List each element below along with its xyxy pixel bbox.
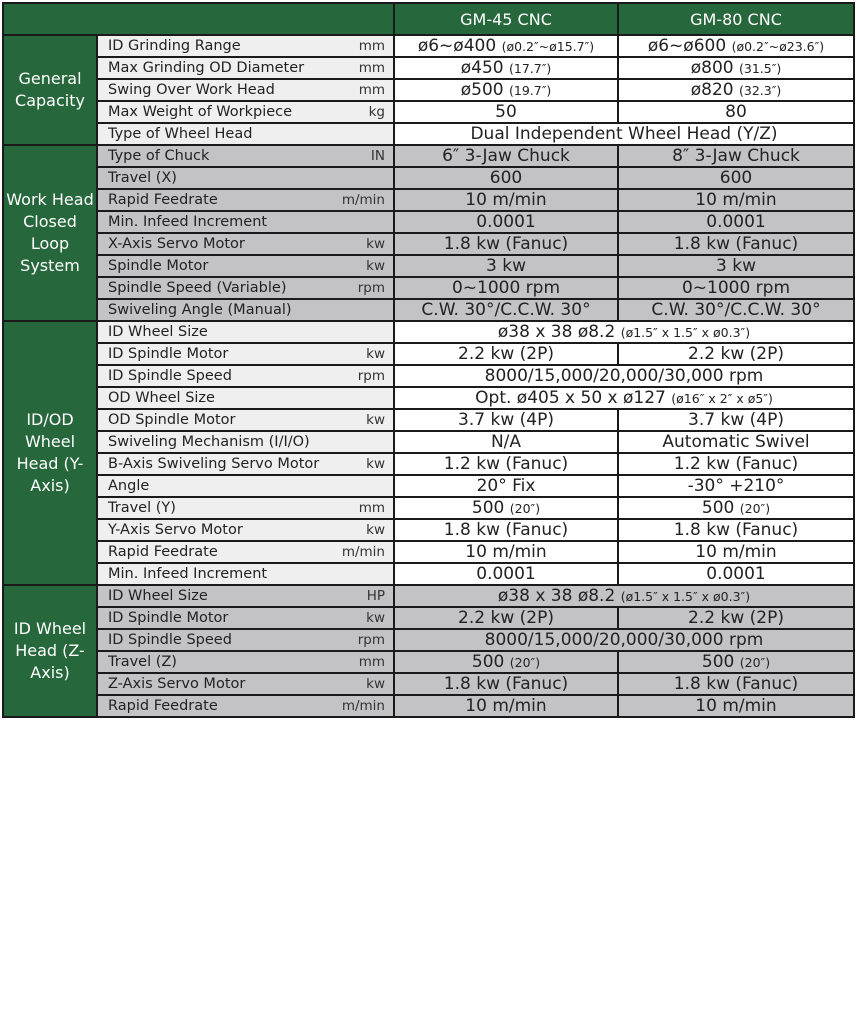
value-imperial: (20″) <box>739 655 771 670</box>
spec-unit: kw <box>366 456 385 472</box>
value-main: 2.2 kw (2P) <box>458 344 554 364</box>
value-main: 1.8 kw (Fanuc) <box>673 520 799 540</box>
spec-value-gm80 <box>618 145 854 167</box>
spec-unit: HP <box>366 588 385 604</box>
spec-value-gm80 <box>618 497 854 519</box>
spec-value-gm80 <box>618 101 854 123</box>
spec-value-gm45 <box>394 343 618 365</box>
value-main: C.W. 30°/C.C.W. 30° <box>651 300 821 320</box>
value-main: ø820 <box>690 80 734 100</box>
value-main: 0.0001 <box>476 564 536 584</box>
value-main: Opt. ø405 x 50 x ø127 <box>475 388 666 408</box>
value-main: ø6~ø400 <box>417 36 497 56</box>
spec-row <box>3 233 854 255</box>
spec-value-gm80 <box>618 343 854 365</box>
value-main: 3 kw <box>716 256 756 276</box>
spec-unit: kw <box>366 522 385 538</box>
spec-value-gm80 <box>618 519 854 541</box>
spec-label-cell <box>97 79 394 101</box>
value-main: Dual Independent Wheel Head (Y/Z) <box>470 124 778 144</box>
spec-unit: mm <box>358 654 385 670</box>
spec-label: Z-Axis Servo Motor <box>108 676 246 692</box>
value-main: 0~1000 rpm <box>451 278 561 298</box>
value-main: 3 kw <box>486 256 526 276</box>
spec-label-cell <box>97 409 394 431</box>
value-main: 10 m/min <box>695 696 777 716</box>
value-imperial: (ø1.5″ x 1.5″ x ø0.3″) <box>620 589 751 604</box>
spec-value-gm80 <box>618 563 854 585</box>
spec-label-cell <box>97 607 394 629</box>
spec-label-cell <box>97 475 394 497</box>
value-main: 0.0001 <box>706 212 766 232</box>
spec-label: Spindle Motor <box>108 258 209 274</box>
value-main: 0~1000 rpm <box>681 278 791 298</box>
spec-value-gm45 <box>394 431 618 453</box>
spec-label: Swing Over Work Head <box>108 82 275 98</box>
spec-value-gm45 <box>394 299 618 321</box>
spec-row <box>3 453 854 475</box>
header-blank <box>3 3 394 35</box>
spec-row <box>3 79 854 101</box>
spec-value-both <box>394 365 854 387</box>
spec-value-gm80 <box>618 35 854 57</box>
spec-label: Y-Axis Servo Motor <box>108 522 243 538</box>
spec-value-gm45 <box>394 101 618 123</box>
spec-value-gm80 <box>618 57 854 79</box>
spec-label: ID Spindle Speed <box>108 368 232 384</box>
spec-label: Type of Wheel Head <box>108 126 253 142</box>
spec-unit: mm <box>358 82 385 98</box>
spec-row <box>3 607 854 629</box>
spec-value-gm45 <box>394 497 618 519</box>
spec-row <box>3 519 854 541</box>
spec-label-cell <box>97 167 394 189</box>
spec-row <box>3 585 854 607</box>
spec-label-cell <box>97 387 394 409</box>
value-imperial: (ø0.2″~ø23.6″) <box>731 39 825 54</box>
spec-unit: rpm <box>357 280 385 296</box>
spec-label-cell <box>97 123 394 145</box>
value-main: 500 <box>701 652 735 672</box>
spec-label-cell <box>97 519 394 541</box>
spec-value-gm80 <box>618 233 854 255</box>
spec-label-cell <box>97 585 394 607</box>
spec-label: Max Weight of Workpiece <box>108 104 293 120</box>
spec-unit: kw <box>366 412 385 428</box>
spec-value-gm80 <box>618 409 854 431</box>
spec-label: Angle <box>108 478 150 494</box>
spec-row <box>3 35 854 57</box>
spec-label: B-Axis Swiveling Servo Motor <box>108 456 320 472</box>
spec-row <box>3 541 854 563</box>
spec-row <box>3 673 854 695</box>
spec-row <box>3 321 854 343</box>
spec-value-gm80 <box>618 541 854 563</box>
spec-row <box>3 101 854 123</box>
value-main: N/A <box>490 432 522 452</box>
model-header-gm80: GM-80 CNC <box>618 3 854 35</box>
spec-label: Max Grinding OD Diameter <box>108 60 305 76</box>
spec-label-cell <box>97 211 394 233</box>
spec-label-cell <box>97 365 394 387</box>
value-main: 10 m/min <box>465 696 547 716</box>
section-title: ID Wheel Head (Z-Axis) <box>3 585 97 717</box>
value-main: 1.8 kw (Fanuc) <box>673 674 799 694</box>
value-main: ø38 x 38 ø8.2 <box>497 586 616 606</box>
spec-label-cell <box>97 343 394 365</box>
spec-label-cell <box>97 651 394 673</box>
spec-label: Spindle Speed (Variable) <box>108 280 287 296</box>
model-header-gm45: GM-45 CNC <box>394 3 618 35</box>
spec-label: ID Wheel Size <box>108 588 208 604</box>
spec-value-gm45 <box>394 57 618 79</box>
spec-label-cell <box>97 233 394 255</box>
spec-value-gm45 <box>394 145 618 167</box>
spec-label-cell <box>97 563 394 585</box>
spec-row <box>3 475 854 497</box>
spec-value-gm45 <box>394 211 618 233</box>
value-imperial: (20″) <box>739 501 771 516</box>
value-main: 8000/15,000/20,000/30,000 rpm <box>484 630 764 650</box>
value-imperial: (20″) <box>509 655 541 670</box>
spec-label: ID Spindle Motor <box>108 346 229 362</box>
spec-row <box>3 497 854 519</box>
spec-label: Swiveling Mechanism (I/I/O) <box>108 434 310 450</box>
spec-label: Rapid Feedrate <box>108 192 218 208</box>
section-title: ID/OD Wheel Head (Y-Axis) <box>3 321 97 585</box>
spec-unit: rpm <box>357 632 385 648</box>
spec-value-gm45 <box>394 475 618 497</box>
spec-value-gm45 <box>394 651 618 673</box>
value-main: 2.2 kw (2P) <box>688 608 784 628</box>
value-imperial: (31.5″) <box>739 61 782 76</box>
spec-value-gm45 <box>394 541 618 563</box>
spec-unit: kw <box>366 346 385 362</box>
spec-value-gm45 <box>394 255 618 277</box>
spec-row <box>3 211 854 233</box>
spec-value-gm80 <box>618 277 854 299</box>
header-row <box>3 3 854 35</box>
spec-unit: m/min <box>341 698 385 714</box>
spec-value-gm80 <box>618 211 854 233</box>
spec-label: Rapid Feedrate <box>108 698 218 714</box>
spec-label-cell <box>97 673 394 695</box>
spec-label: Swiveling Angle (Manual) <box>108 302 292 318</box>
value-imperial: (ø0.2″~ø15.7″) <box>501 39 595 54</box>
spec-value-gm80 <box>618 255 854 277</box>
spec-value-gm80 <box>618 453 854 475</box>
spec-table <box>2 2 855 718</box>
spec-row <box>3 343 854 365</box>
spec-label-cell <box>97 57 394 79</box>
spec-label: Rapid Feedrate <box>108 544 218 560</box>
value-main: ø450 <box>460 58 504 78</box>
spec-row <box>3 629 854 651</box>
spec-label-cell <box>97 277 394 299</box>
spec-label-cell <box>97 497 394 519</box>
spec-unit: kw <box>366 236 385 252</box>
spec-row <box>3 563 854 585</box>
value-main: ø500 <box>460 80 504 100</box>
spec-unit: m/min <box>341 192 385 208</box>
spec-row <box>3 167 854 189</box>
spec-value-gm45 <box>394 695 618 717</box>
value-main: 600 <box>719 168 753 188</box>
spec-label-cell <box>97 145 394 167</box>
spec-value-gm80 <box>618 299 854 321</box>
value-main: ø38 x 38 ø8.2 <box>497 322 616 342</box>
spec-value-both <box>394 585 854 607</box>
spec-value-gm45 <box>394 519 618 541</box>
value-main: 1.8 kw (Fanuc) <box>673 234 799 254</box>
spec-value-gm80 <box>618 607 854 629</box>
spec-row <box>3 57 854 79</box>
value-main: 3.7 kw (4P) <box>458 410 554 430</box>
spec-row <box>3 277 854 299</box>
spec-label: ID Wheel Size <box>108 324 208 340</box>
value-main: 20° Fix <box>476 476 536 496</box>
spec-value-gm45 <box>394 453 618 475</box>
spec-value-gm45 <box>394 35 618 57</box>
value-main: ø800 <box>690 58 734 78</box>
spec-value-gm45 <box>394 563 618 585</box>
spec-value-gm80 <box>618 431 854 453</box>
spec-label-cell <box>97 541 394 563</box>
value-main: 2.2 kw (2P) <box>458 608 554 628</box>
spec-value-gm80 <box>618 673 854 695</box>
value-main: -30° +210° <box>687 476 785 496</box>
spec-label-cell <box>97 299 394 321</box>
value-main: 1.8 kw (Fanuc) <box>443 234 569 254</box>
value-main: 1.2 kw (Fanuc) <box>443 454 569 474</box>
value-imperial: (32.3″) <box>739 83 782 98</box>
spec-value-gm80 <box>618 189 854 211</box>
value-main: 8″ 3-Jaw Chuck <box>672 146 800 166</box>
value-imperial: (19.7″) <box>509 83 552 98</box>
value-main: Automatic Swivel <box>662 432 810 452</box>
value-main: 10 m/min <box>695 542 777 562</box>
value-main: 50 <box>495 102 517 122</box>
spec-value-gm80 <box>618 475 854 497</box>
value-main: ø6~ø600 <box>647 36 727 56</box>
spec-row <box>3 299 854 321</box>
spec-unit: kw <box>366 258 385 274</box>
spec-label: ID Spindle Speed <box>108 632 232 648</box>
value-imperial: (20″) <box>509 501 541 516</box>
value-imperial: (ø16″ x 2″ x ø5″) <box>671 391 773 406</box>
spec-unit: kw <box>366 676 385 692</box>
spec-value-gm80 <box>618 167 854 189</box>
spec-label: OD Spindle Motor <box>108 412 236 428</box>
spec-value-gm80 <box>618 651 854 673</box>
spec-label: OD Wheel Size <box>108 390 215 406</box>
spec-label: Travel (Z) <box>108 654 177 670</box>
spec-row <box>3 189 854 211</box>
value-main: 600 <box>489 168 523 188</box>
spec-label: X-Axis Servo Motor <box>108 236 245 252</box>
value-main: 80 <box>725 102 747 122</box>
spec-value-gm45 <box>394 167 618 189</box>
spec-unit: mm <box>358 38 385 54</box>
value-main: 6″ 3-Jaw Chuck <box>442 146 570 166</box>
spec-label-cell <box>97 101 394 123</box>
spec-unit: m/min <box>341 544 385 560</box>
spec-label-cell <box>97 321 394 343</box>
value-main: 1.2 kw (Fanuc) <box>673 454 799 474</box>
spec-row <box>3 431 854 453</box>
value-main: 10 m/min <box>465 542 547 562</box>
spec-unit: kw <box>366 610 385 626</box>
value-main: 10 m/min <box>695 190 777 210</box>
value-main: 1.8 kw (Fanuc) <box>443 520 569 540</box>
value-imperial: (ø1.5″ x 1.5″ x ø0.3″) <box>620 325 751 340</box>
value-main: 0.0001 <box>706 564 766 584</box>
spec-value-gm45 <box>394 79 618 101</box>
spec-label: Type of Chuck <box>108 148 210 164</box>
spec-label-cell <box>97 189 394 211</box>
spec-unit: kg <box>368 104 385 120</box>
spec-row <box>3 651 854 673</box>
spec-unit: rpm <box>357 368 385 384</box>
spec-value-gm45 <box>394 673 618 695</box>
value-main: 2.2 kw (2P) <box>688 344 784 364</box>
spec-row <box>3 365 854 387</box>
value-main: 500 <box>471 498 505 518</box>
section-title: General Capacity <box>3 35 97 145</box>
value-main: 500 <box>701 498 735 518</box>
value-imperial: (17.7″) <box>509 61 552 76</box>
spec-row <box>3 409 854 431</box>
spec-value-both <box>394 629 854 651</box>
value-main: 500 <box>471 652 505 672</box>
spec-value-gm45 <box>394 607 618 629</box>
spec-label-cell <box>97 255 394 277</box>
spec-value-gm80 <box>618 79 854 101</box>
spec-value-both <box>394 123 854 145</box>
spec-row <box>3 255 854 277</box>
spec-label-cell <box>97 35 394 57</box>
value-main: 1.8 kw (Fanuc) <box>443 674 569 694</box>
spec-label: Travel (Y) <box>108 500 176 516</box>
spec-value-gm45 <box>394 189 618 211</box>
spec-value-gm45 <box>394 409 618 431</box>
spec-value-both <box>394 321 854 343</box>
spec-row <box>3 145 854 167</box>
value-main: 3.7 kw (4P) <box>688 410 784 430</box>
spec-row <box>3 695 854 717</box>
spec-value-gm45 <box>394 277 618 299</box>
spec-label-cell <box>97 453 394 475</box>
spec-label-cell <box>97 695 394 717</box>
spec-label: Min. Infeed Increment <box>108 566 268 582</box>
value-main: 0.0001 <box>476 212 536 232</box>
spec-unit: IN <box>370 148 385 164</box>
spec-unit: mm <box>358 60 385 76</box>
spec-value-gm45 <box>394 233 618 255</box>
spec-label: Travel (X) <box>108 170 177 186</box>
spec-label-cell <box>97 629 394 651</box>
spec-value-both <box>394 387 854 409</box>
section-title: Work Head Closed Loop System <box>3 145 97 321</box>
value-main: 8000/15,000/20,000/30,000 rpm <box>484 366 764 386</box>
spec-unit: mm <box>358 500 385 516</box>
spec-label: Min. Infeed Increment <box>108 214 268 230</box>
spec-label: ID Grinding Range <box>108 38 241 54</box>
spec-label: ID Spindle Motor <box>108 610 229 626</box>
value-main: C.W. 30°/C.C.W. 30° <box>421 300 591 320</box>
spec-row <box>3 123 854 145</box>
value-main: 10 m/min <box>465 190 547 210</box>
spec-value-gm80 <box>618 695 854 717</box>
spec-row <box>3 387 854 409</box>
spec-label-cell <box>97 431 394 453</box>
